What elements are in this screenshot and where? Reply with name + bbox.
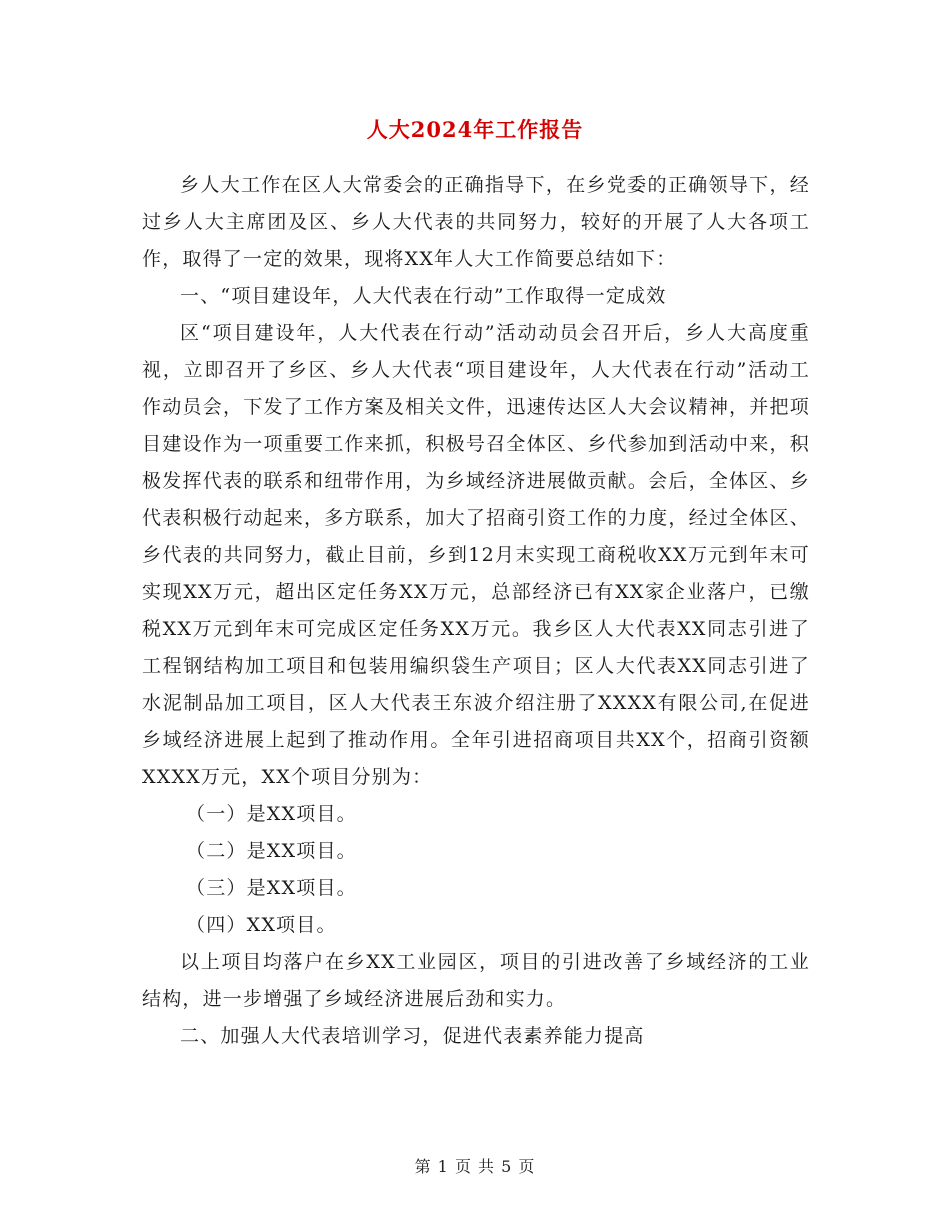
section-1-paragraph: 区“项目建设年，人大代表在行动”活动动员会召开后，乡人大高度重视，立即召开了乡区、乡人大代表“项目建设年，人大代表在行动”活动工作动员会，下发了工作方案及相关文件，迅速传达区人大会议精神，并把项目建设作为一项重要工作来抓，积极号召全体区、乡代参加到活动中来，积极发挥代表的联系和纽带作用，为乡域经济进展做贡献。会后，全体区、乡代表积极行动起来，多方联系，加大了招商引资工作的力度，经过全体区、乡代表的共同努力，截止目前，乡到12月末实现工商税收XX万元到年末可实现XX万元，超出区定任务XX万元，总部经济已有XX家企业落户，已缴税XX万元到年末可完成区定任务XX万元。我乡区人大代表XX同志引进了工程钢结构加工项目和包装用编织袋生产项目；区人大代表XX同志引进了水泥制品加工项目，区人大代表王东波介绍注册了XXXX有限公司,在促进乡域经济进展上起到了推动作用。全年引进招商项目共XX个，招商引资额XXXX万元，XX个项目分别为： — [142, 322, 810, 788]
summary-paragraph: 以上项目均落户在乡XX工业园区，项目的引进改善了乡域经济的工业结构，进一步增强了乡域经济进展后劲和实力。 — [142, 951, 810, 1010]
section-1-heading: 一、“项目建设年，人大代表在行动”工作取得一定成效 — [180, 285, 667, 307]
document-body — [142, 167, 810, 1055]
section-2-heading: 二、加强人大代表培训学习，促进代表素养能力提高 — [180, 1025, 645, 1047]
project-list-item: （二）是XX项目。 — [186, 840, 357, 862]
intro-paragraph: 乡人大工作在区人大常委会的正确指导下，在乡党委的正确领导下，经过乡人大主席团及区、乡人大代表的共同努力，较好的开展了人大各项工作，取得了一定的效果，现将XX年人大工作简要总结如下： — [142, 174, 810, 270]
project-list-item: （四）XX项目。 — [186, 914, 337, 936]
document-title: 人大2024年工作报告 — [366, 117, 584, 142]
project-list-item: （一）是XX项目。 — [186, 803, 357, 825]
page-number-footer: 第 1 页 共 5 页 — [414, 1157, 536, 1176]
project-list-item: （三）是XX项目。 — [186, 877, 357, 899]
